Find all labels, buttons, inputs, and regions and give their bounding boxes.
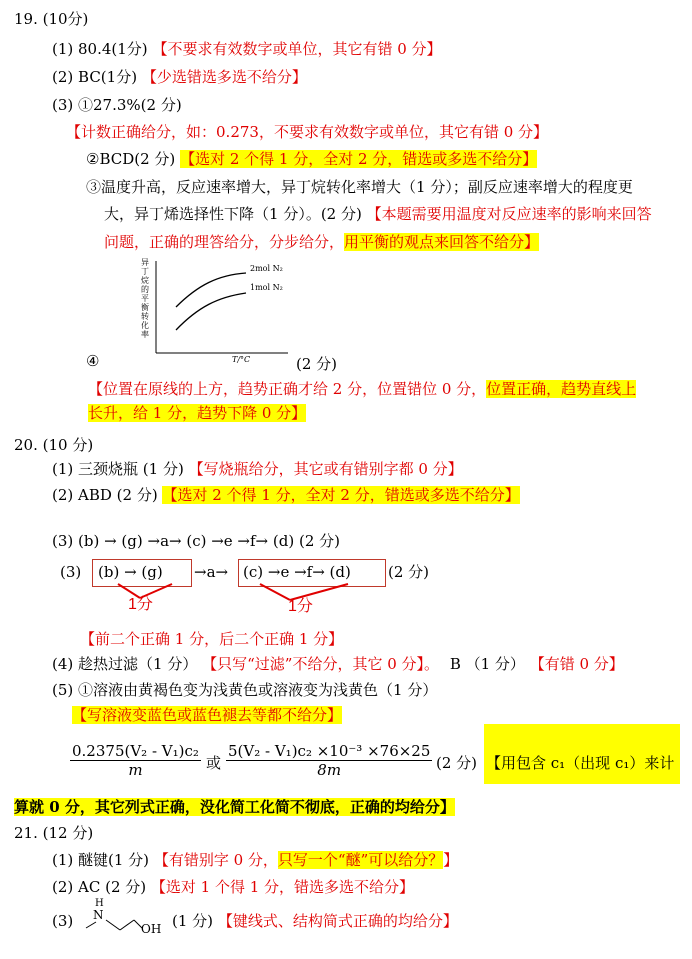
q19-a3b-text: ②BCD(2 分) [86,150,176,168]
struct-n-label: N [93,908,104,922]
q19-a3b-note: 【选对 2 个得 1 分，全对 2 分，错选或多选不给分】 [180,150,538,168]
graph-y-label: 异丁烷的平衡转化率 [141,258,149,339]
q20-a4-text: (4) 趁热过滤（1 分） [52,655,198,673]
q20-a5-note: 【写溶液变蓝色或蓝色褪去等都不给分】 [72,706,343,724]
q21-a2-note: 【选对 1 个得 1 分，错选多选不给分】 [150,878,415,896]
q20-a3r-box2-text: (c) →e →f→ (d) [243,563,351,581]
q21-a2-text: (2) AC (2 分) [52,878,147,896]
q21-answer-2 [52,876,414,898]
q19-a4-note-line1 [88,378,636,400]
formula-1-numerator: 0.2375(V₂ - V₁)c₂ [72,742,199,760]
q19-a4-note: 【位置在原线的上方，趋势正确才给 2 分，位置错位 0 分， [88,380,487,398]
q20-formula-1 [70,742,201,779]
q20-a2-note: 【选对 2 个得 1 分，全对 2 分，错选或多选不给分】 [162,486,520,504]
bond-1 [86,922,96,928]
q21-a3-score: (1 分) [172,912,214,930]
q20-a3r-prefix: (3) [60,563,82,581]
q20-formula-note-cont: 算就 0 分，其它列式正确，没化简工化简不彻底，正确的均给分】 [14,798,455,816]
q19-a3c-text: 大，异丁烯选择性下降（1 分）。(2 分) [104,205,362,223]
bond-2 [106,920,120,930]
q20-answer-3: (3) (b) → (g) →a→ (c) →e →f→ (d) (2 分) [52,532,340,550]
graph-curve2-label: 1mol N₂ [250,283,283,292]
q20-a3r-box1-text: (b) → (g) [98,563,163,581]
q19-a3c-note-highlight: 用平衡的观点来回答不给分】 [344,233,540,251]
struct-h-label: H [95,898,104,909]
q20-a1-note: 【写烧瓶给分，其它或有错别字都 0 分】 [188,460,463,478]
q20-answer-2 [52,484,520,506]
struct-oh-label: OH [141,922,162,936]
q20-heading: 20. (10 分) [14,436,94,454]
q21-a1-note1: 【有错别字 0 分， [153,851,278,869]
q21-a3-note: 【键线式、结构简式正确的均给分】 [217,912,458,930]
q19-a3c-note-cont: 问题，正确的理答给分，分步给分， [104,233,345,251]
q19-a4-note-highlight: 位置正确，趋势直线上 [486,380,637,398]
q20-formula-2 [226,742,432,779]
q21-heading: 21. (12 分) [14,824,94,842]
q21-a1-note3: 】 [443,851,459,869]
bond-3 [120,920,134,930]
q20-a1-text: (1) 三颈烧瓶 (1 分) [52,460,184,478]
q21-answer-1 [52,849,458,871]
q19-a3-note: 【计数正确给分，如：0.273，不要求有效数字或单位，其它有错 0 分】 [66,123,549,141]
q21-a3-line [172,910,458,932]
formula-2-numerator: 5(V₂ - V₁)c₂ ×10⁻³ ×76×25 [228,742,431,760]
curve-2mol [176,273,246,307]
q20-mark-1: 1分 [128,596,153,613]
q19-answer-1 [52,38,442,60]
q20-formula-score: (2 分) [436,754,478,772]
q19-answer-3b [86,148,537,170]
q20-answer-5: (5) ①溶液由黄褐色变为浅黄色或溶液变为浅黄色（1 分） [52,681,438,699]
q19-a1-text: (1) 80.4(1分) [52,40,148,58]
q19-a3c-line1: ③温度升高，反应速率增大，异丁烷转化率增大（1 分）；副反应速率增大的程度更 [86,178,633,196]
q20-a3r-mid: →a→ [194,563,229,581]
q19-answer-2 [52,66,307,88]
q21-a1-note2: 只写一个“醚”可以给分？ [277,851,444,869]
q20-a4-b: B （1 分） [449,655,525,673]
q19-a3c-note: 【本题需要用温度对反应速率的影响来回答 [366,205,652,223]
q20-formula-or: 或 [206,754,222,772]
q19-a2-text: (2) BC(1分) [52,68,138,86]
q19-answer-3: (3) ①27.3%(2 分) [52,96,182,114]
q19-a4-score: (2 分) [296,355,338,373]
q19-a4-number: ④ [86,352,100,370]
arrow-left-2 [260,584,290,600]
q21-a1-text: (1) 醚键(1 分) [52,851,150,869]
curve-1mol [176,293,246,330]
q20-a3-note: 【前二个正确 1 分，后二个正确 1 分】 [80,630,344,648]
formula-1-denominator: m [128,761,143,779]
q19-a3c-line3 [104,231,539,253]
q21-answer-3: (3) [52,912,74,930]
q19-a1-note: 【不要求有效数字或单位，其它有错 0 分】 [152,40,442,58]
q20-a2-text: (2) ABD (2 分) [52,486,158,504]
q19-a2-note: 【少选错选多选不给分】 [141,68,307,86]
q20-answer-4 [52,653,624,675]
q19-heading: 19. (10分) [14,10,89,28]
q20-a4-note2: 【有错 0 分】 [529,655,624,673]
graph-x-label: T/°C [232,355,251,364]
q19-a3c-line2 [104,203,652,225]
q20-mark-2: 1分 [288,598,313,615]
q20-a4-note1: 【只写“过滤”不给分，其它 0 分】。 [202,655,440,673]
q20-formula-note: 【用包含 c₁（出现 c₁）来计 [486,754,675,772]
q19-a4-note-line2 [88,402,306,424]
q20-answer-1 [52,458,463,480]
graph-curve1-label: 2mol N₂ [250,264,283,273]
formula-2-denominator: 8m [317,761,342,779]
q20-a3r-score: (2 分) [388,563,430,581]
q19-a4-note-highlight2: 长升，给 1 分，趋势下降 0 分】 [88,404,307,422]
